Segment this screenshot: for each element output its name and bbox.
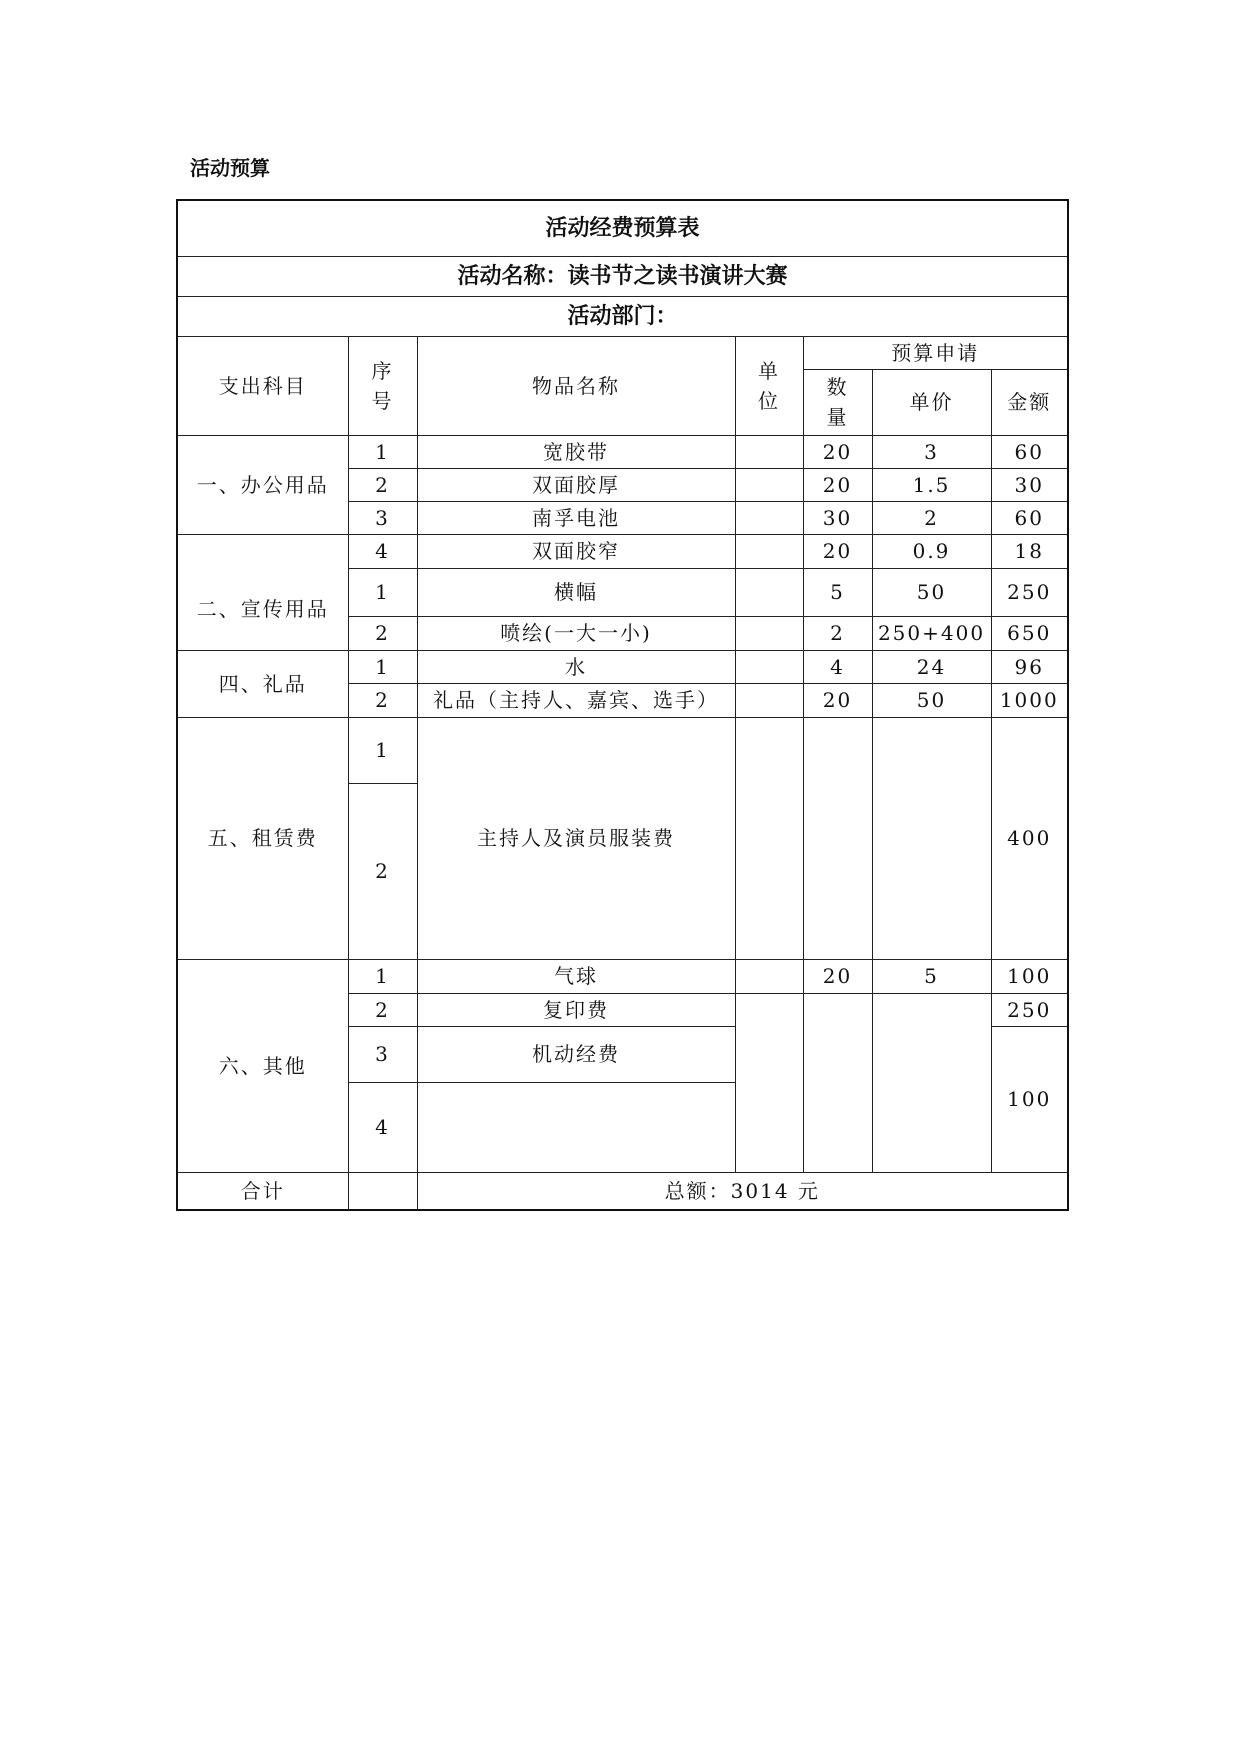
row-amount: 100 xyxy=(991,1026,1068,1172)
row-unit xyxy=(735,616,803,650)
row-qty: 5 xyxy=(803,568,872,616)
row-item: 机动经费 xyxy=(417,1026,735,1082)
row-price: 250+400 xyxy=(872,616,991,650)
category-gift: 四、礼品 xyxy=(177,650,348,717)
row-qty: 20 xyxy=(803,959,872,993)
category-rent: 五、租赁费 xyxy=(177,717,348,959)
row-amount: 250 xyxy=(991,568,1068,616)
row-qty: 2 xyxy=(803,616,872,650)
header-seq: 序 号 xyxy=(348,336,417,435)
category-office: 一、办公用品 xyxy=(177,435,348,534)
page-heading: 活动预算 xyxy=(190,156,270,180)
row-qty xyxy=(803,717,872,959)
row-qty: 20 xyxy=(803,683,872,717)
row-amount: 650 xyxy=(991,616,1068,650)
row-seq: 2 xyxy=(348,993,417,1026)
row-unit xyxy=(735,501,803,534)
row-seq: 2 xyxy=(348,616,417,650)
row-unit xyxy=(735,650,803,683)
row-seq: 2 xyxy=(348,783,417,959)
row-qty: 4 xyxy=(803,650,872,683)
header-category: 支出科目 xyxy=(177,336,348,435)
row-seq: 1 xyxy=(348,568,417,616)
row-amount: 400 xyxy=(991,717,1068,959)
row-amount: 18 xyxy=(991,534,1068,568)
row-item: 气球 xyxy=(417,959,735,993)
row-item: 礼品（主持人、嘉宾、选手） xyxy=(417,683,735,717)
row-unit xyxy=(735,717,803,959)
row-price: 24 xyxy=(872,650,991,683)
row-unit xyxy=(735,993,803,1172)
row-unit xyxy=(735,534,803,568)
row-unit xyxy=(735,468,803,501)
row-price xyxy=(872,993,991,1172)
row-item: 南孚电池 xyxy=(417,501,735,534)
row-amount: 250 xyxy=(991,993,1068,1026)
header-budget-request: 预算申请 xyxy=(803,336,1068,369)
row-unit xyxy=(735,435,803,468)
row-seq: 1 xyxy=(348,717,417,783)
total-seq-empty xyxy=(348,1172,417,1210)
row-item: 宽胶带 xyxy=(417,435,735,468)
row-seq: 3 xyxy=(348,1026,417,1082)
row-unit xyxy=(735,568,803,616)
row-amount: 60 xyxy=(991,501,1068,534)
row-amount: 96 xyxy=(991,650,1068,683)
row-seq: 1 xyxy=(348,959,417,993)
category-promo: 二、宣传用品 xyxy=(177,534,348,650)
row-price: 1.5 xyxy=(872,468,991,501)
row-qty xyxy=(803,993,872,1172)
row-amount: 30 xyxy=(991,468,1068,501)
row-qty: 30 xyxy=(803,501,872,534)
activity-department: 活动部门： xyxy=(177,296,1068,336)
row-price xyxy=(872,717,991,959)
header-qty: 数 量 xyxy=(803,369,872,435)
header-price: 单价 xyxy=(872,369,991,435)
row-seq: 4 xyxy=(348,1082,417,1172)
table-title: 活动经费预算表 xyxy=(177,200,1068,256)
row-price: 0.9 xyxy=(872,534,991,568)
row-item: 双面胶窄 xyxy=(417,534,735,568)
row-qty: 20 xyxy=(803,468,872,501)
row-item: 喷绘(一大一小) xyxy=(417,616,735,650)
row-price: 3 xyxy=(872,435,991,468)
row-amount: 60 xyxy=(991,435,1068,468)
total-label: 合计 xyxy=(177,1172,348,1210)
row-seq: 1 xyxy=(348,435,417,468)
header-item: 物品名称 xyxy=(417,336,735,435)
row-item: 复印费 xyxy=(417,993,735,1026)
row-amount: 100 xyxy=(991,959,1068,993)
row-seq: 2 xyxy=(348,683,417,717)
row-item: 水 xyxy=(417,650,735,683)
total-amount: 总额：3014 元 xyxy=(417,1172,1068,1210)
budget-table xyxy=(176,199,1069,1211)
row-unit xyxy=(735,683,803,717)
row-qty: 20 xyxy=(803,435,872,468)
row-seq: 1 xyxy=(348,650,417,683)
row-item: 双面胶厚 xyxy=(417,468,735,501)
row-qty: 20 xyxy=(803,534,872,568)
row-price: 50 xyxy=(872,568,991,616)
row-amount: 1000 xyxy=(991,683,1068,717)
row-price: 50 xyxy=(872,683,991,717)
row-seq: 2 xyxy=(348,468,417,501)
header-amount: 金额 xyxy=(991,369,1068,435)
row-item xyxy=(417,1082,735,1172)
header-unit: 单 位 xyxy=(735,336,803,435)
row-unit xyxy=(735,959,803,993)
row-price: 5 xyxy=(872,959,991,993)
activity-name: 活动名称：读书节之读书演讲大赛 xyxy=(177,256,1068,296)
category-other: 六、其他 xyxy=(177,959,348,1172)
row-item: 横幅 xyxy=(417,568,735,616)
row-price: 2 xyxy=(872,501,991,534)
row-seq: 4 xyxy=(348,534,417,568)
row-seq: 3 xyxy=(348,501,417,534)
row-item: 主持人及演员服装费 xyxy=(417,717,735,959)
